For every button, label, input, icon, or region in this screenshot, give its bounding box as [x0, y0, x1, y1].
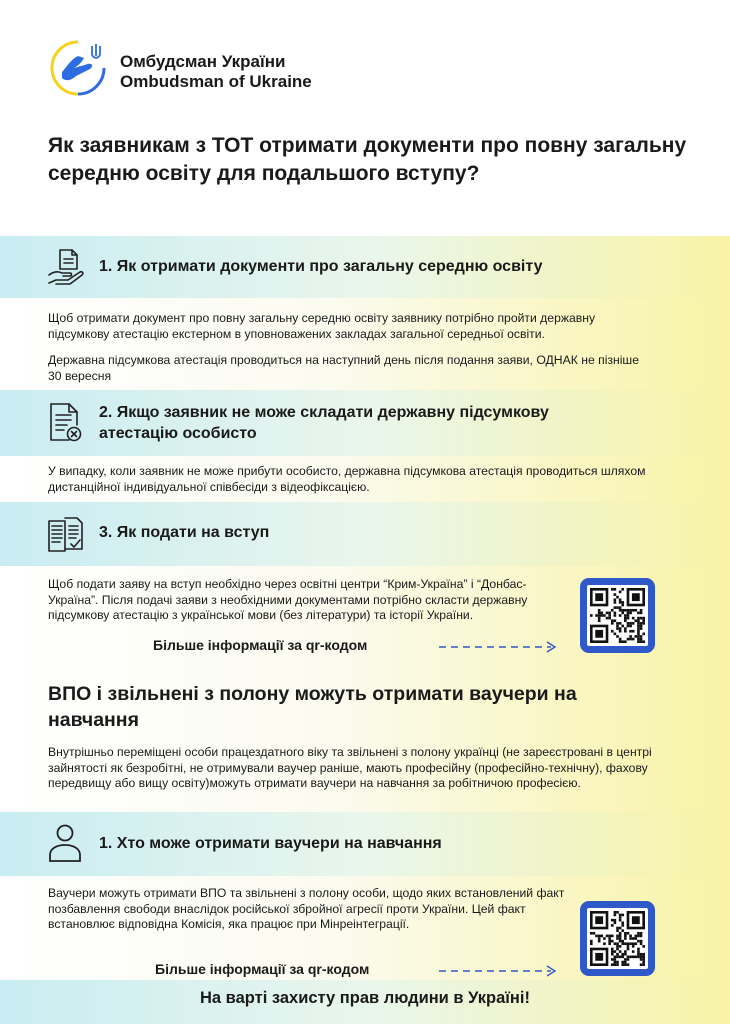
qr-pattern-icon	[590, 588, 645, 643]
section3-more-info: Більше інформації за qr-кодом	[153, 637, 368, 653]
section4-text: Ваучери можуть отримати ВПО та звільнені з полону особи, щодо яких встановлений факт позбавлення свободи внаслідок російської збройної агресії проти України. Цей факт встановлює відповідна Комісія, яка працює при Мінреінтеграції.	[48, 886, 565, 931]
qr-pattern-icon	[590, 911, 645, 966]
organization-name	[120, 52, 312, 92]
ombudsman-logo-icon	[48, 38, 108, 98]
section1-text: Щоб отримати документ про повну загальну середню освіту заявнику потрібно пройти державну підсумкову атестацію екстерном в уповноважених закладах загальної середньої освіти.	[48, 311, 596, 341]
section3-title: 3. Як подати на вступ	[99, 524, 270, 541]
section3-text: Щоб подати заяву на вступ необхідно через освітні центри “Крим-Україна” і “Донбас-Україна”. Після подачі заяви з необхідними документами потрібно скласти державну підсумкову атестацію з української мови (без літератури) та історії України.	[48, 577, 528, 622]
documents-stack-icon	[46, 513, 88, 555]
section4-title: 1. Хто може отримати ваучери на навчання	[99, 835, 442, 852]
section4-qr-code[interactable]	[580, 901, 655, 976]
section1-title: 1. Як отримати документи про загальну середню освіту	[99, 258, 543, 275]
footer-slogan: На варті захисту прав людини в Україні!	[200, 989, 530, 1007]
section1-text2: Державна підсумкова атестація проводиться на наступний день після подання заяви, ОДНАК не пізніше 30 вересня	[48, 353, 639, 383]
document-cancel-icon	[47, 401, 85, 443]
person-icon	[48, 823, 82, 863]
organization-name-en: Ombudsman of Ukraine	[120, 72, 312, 91]
section4-arrow-icon	[439, 965, 557, 977]
vouchers-title: ВПО і звільнені з полону можуть отримати ваучери на навчання	[48, 683, 577, 731]
vouchers-text: Внутрішньо переміщені особи працездатного віку та звільнені з полону українці (не зареєстровані в центрі зайнятості як безробітні, не отримували ваучер раніше, мають професійну (професійно-технічну), фахову передвищу або вищу освіту)можуть отримати ваучери на навчання за робітничою професією.	[48, 745, 652, 790]
section3-qr-code[interactable]	[580, 578, 655, 653]
section2-title: 2. Якщо заявник не може складати державну підсумкову атестацію особисто	[99, 404, 549, 442]
section2-text: У випадку, коли заявник не може прибути особисто, державна підсумкова атестація проводиться шляхом дистанційної індивідуальної співбесіди з відеофіксацією.	[48, 464, 646, 494]
section3-arrow-icon	[439, 641, 557, 653]
page-title: Як заявникам з ТОТ отримати документи про повну загальну середню освіту для подальшого вступу?	[48, 134, 687, 185]
organization-name-ua: Омбудсман України	[120, 52, 286, 71]
section4-more-info: Більше інформації за qr-кодом	[155, 961, 370, 977]
hand-document-icon	[46, 247, 86, 287]
